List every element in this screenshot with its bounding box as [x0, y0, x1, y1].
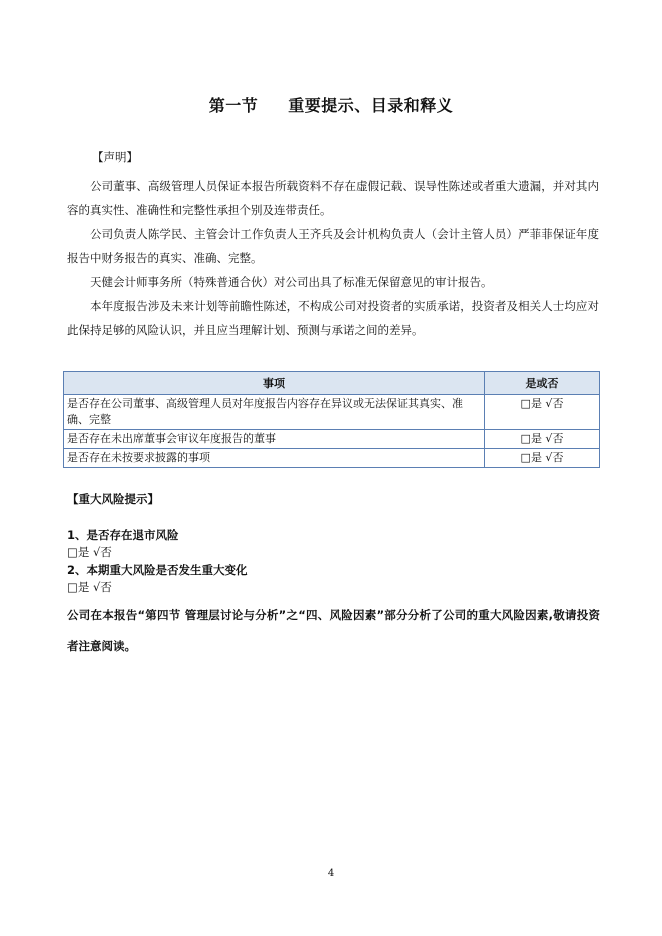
risk-answer-change: □是 √否 [67, 580, 112, 594]
declaration-paragraph: 天健会计师事务所（特殊普通合伙）对公司出具了标准无保留意见的审计报告。 [90, 275, 493, 289]
page-title [0, 93, 662, 116]
risk-question-change: 2、本期重大风险是否发生重大变化 [67, 563, 248, 577]
risk-question-delisting: 1、是否存在退市风险 [67, 528, 179, 542]
header-answer: 是或否 [485, 372, 600, 395]
declaration-paragraph: 本年度报告涉及未来计划等前瞻性陈述，不构成公司对投资者的实质承诺，投资者及相关人士均应对此保持足够的风险认识，并且应当理解计划、预测与承诺之间的差异。 [67, 299, 599, 337]
risk-answer-delisting: □是 √否 [67, 545, 112, 559]
row-answer: □是 √否 [485, 449, 600, 468]
declaration-body [67, 174, 599, 342]
confirmation-table [63, 371, 600, 468]
table-row [64, 449, 600, 468]
table-row [64, 430, 600, 449]
declaration-paragraph: 公司负责人陈学民、主管会计工作负责人王齐兵及会计机构负责人（会计主管人员）严菲菲保证年度报告中财务报告的真实、准确、完整。 [67, 227, 599, 265]
header-item: 事项 [64, 372, 485, 395]
row-answer: □是 √否 [485, 395, 600, 430]
table-header-row [64, 372, 600, 395]
row-answer: □是 √否 [485, 430, 600, 449]
risk-statement: 公司在本报告“第四节 管理层讨论与分析”之“四、风险因素”部分分析了公司的重大风险因素,敬请投资者注意阅读。 [67, 608, 600, 653]
row-item: 是否存在未出席董事会审议年度报告的董事 [64, 430, 485, 449]
page-number: 4 [327, 868, 335, 879]
table-row [64, 395, 600, 430]
risk-heading: 【重大风险提示】 [67, 492, 159, 506]
declaration-heading: 【声明】 [92, 150, 138, 164]
row-item: 是否存在未按要求披露的事项 [64, 449, 485, 468]
row-item: 是否存在公司董事、高级管理人员对年度报告内容存在异议或无法保证其真实、准确、完整 [64, 395, 485, 430]
section-name: 重要提示、目录和释义 [288, 96, 454, 115]
section-number: 第一节 [208, 96, 259, 115]
declaration-paragraph: 公司董事、高级管理人员保证本报告所载资料不存在虚假记载、误导性陈述或者重大遗漏，并对其内容的真实性、准确性和完整性承担个别及连带责任。 [67, 179, 599, 217]
